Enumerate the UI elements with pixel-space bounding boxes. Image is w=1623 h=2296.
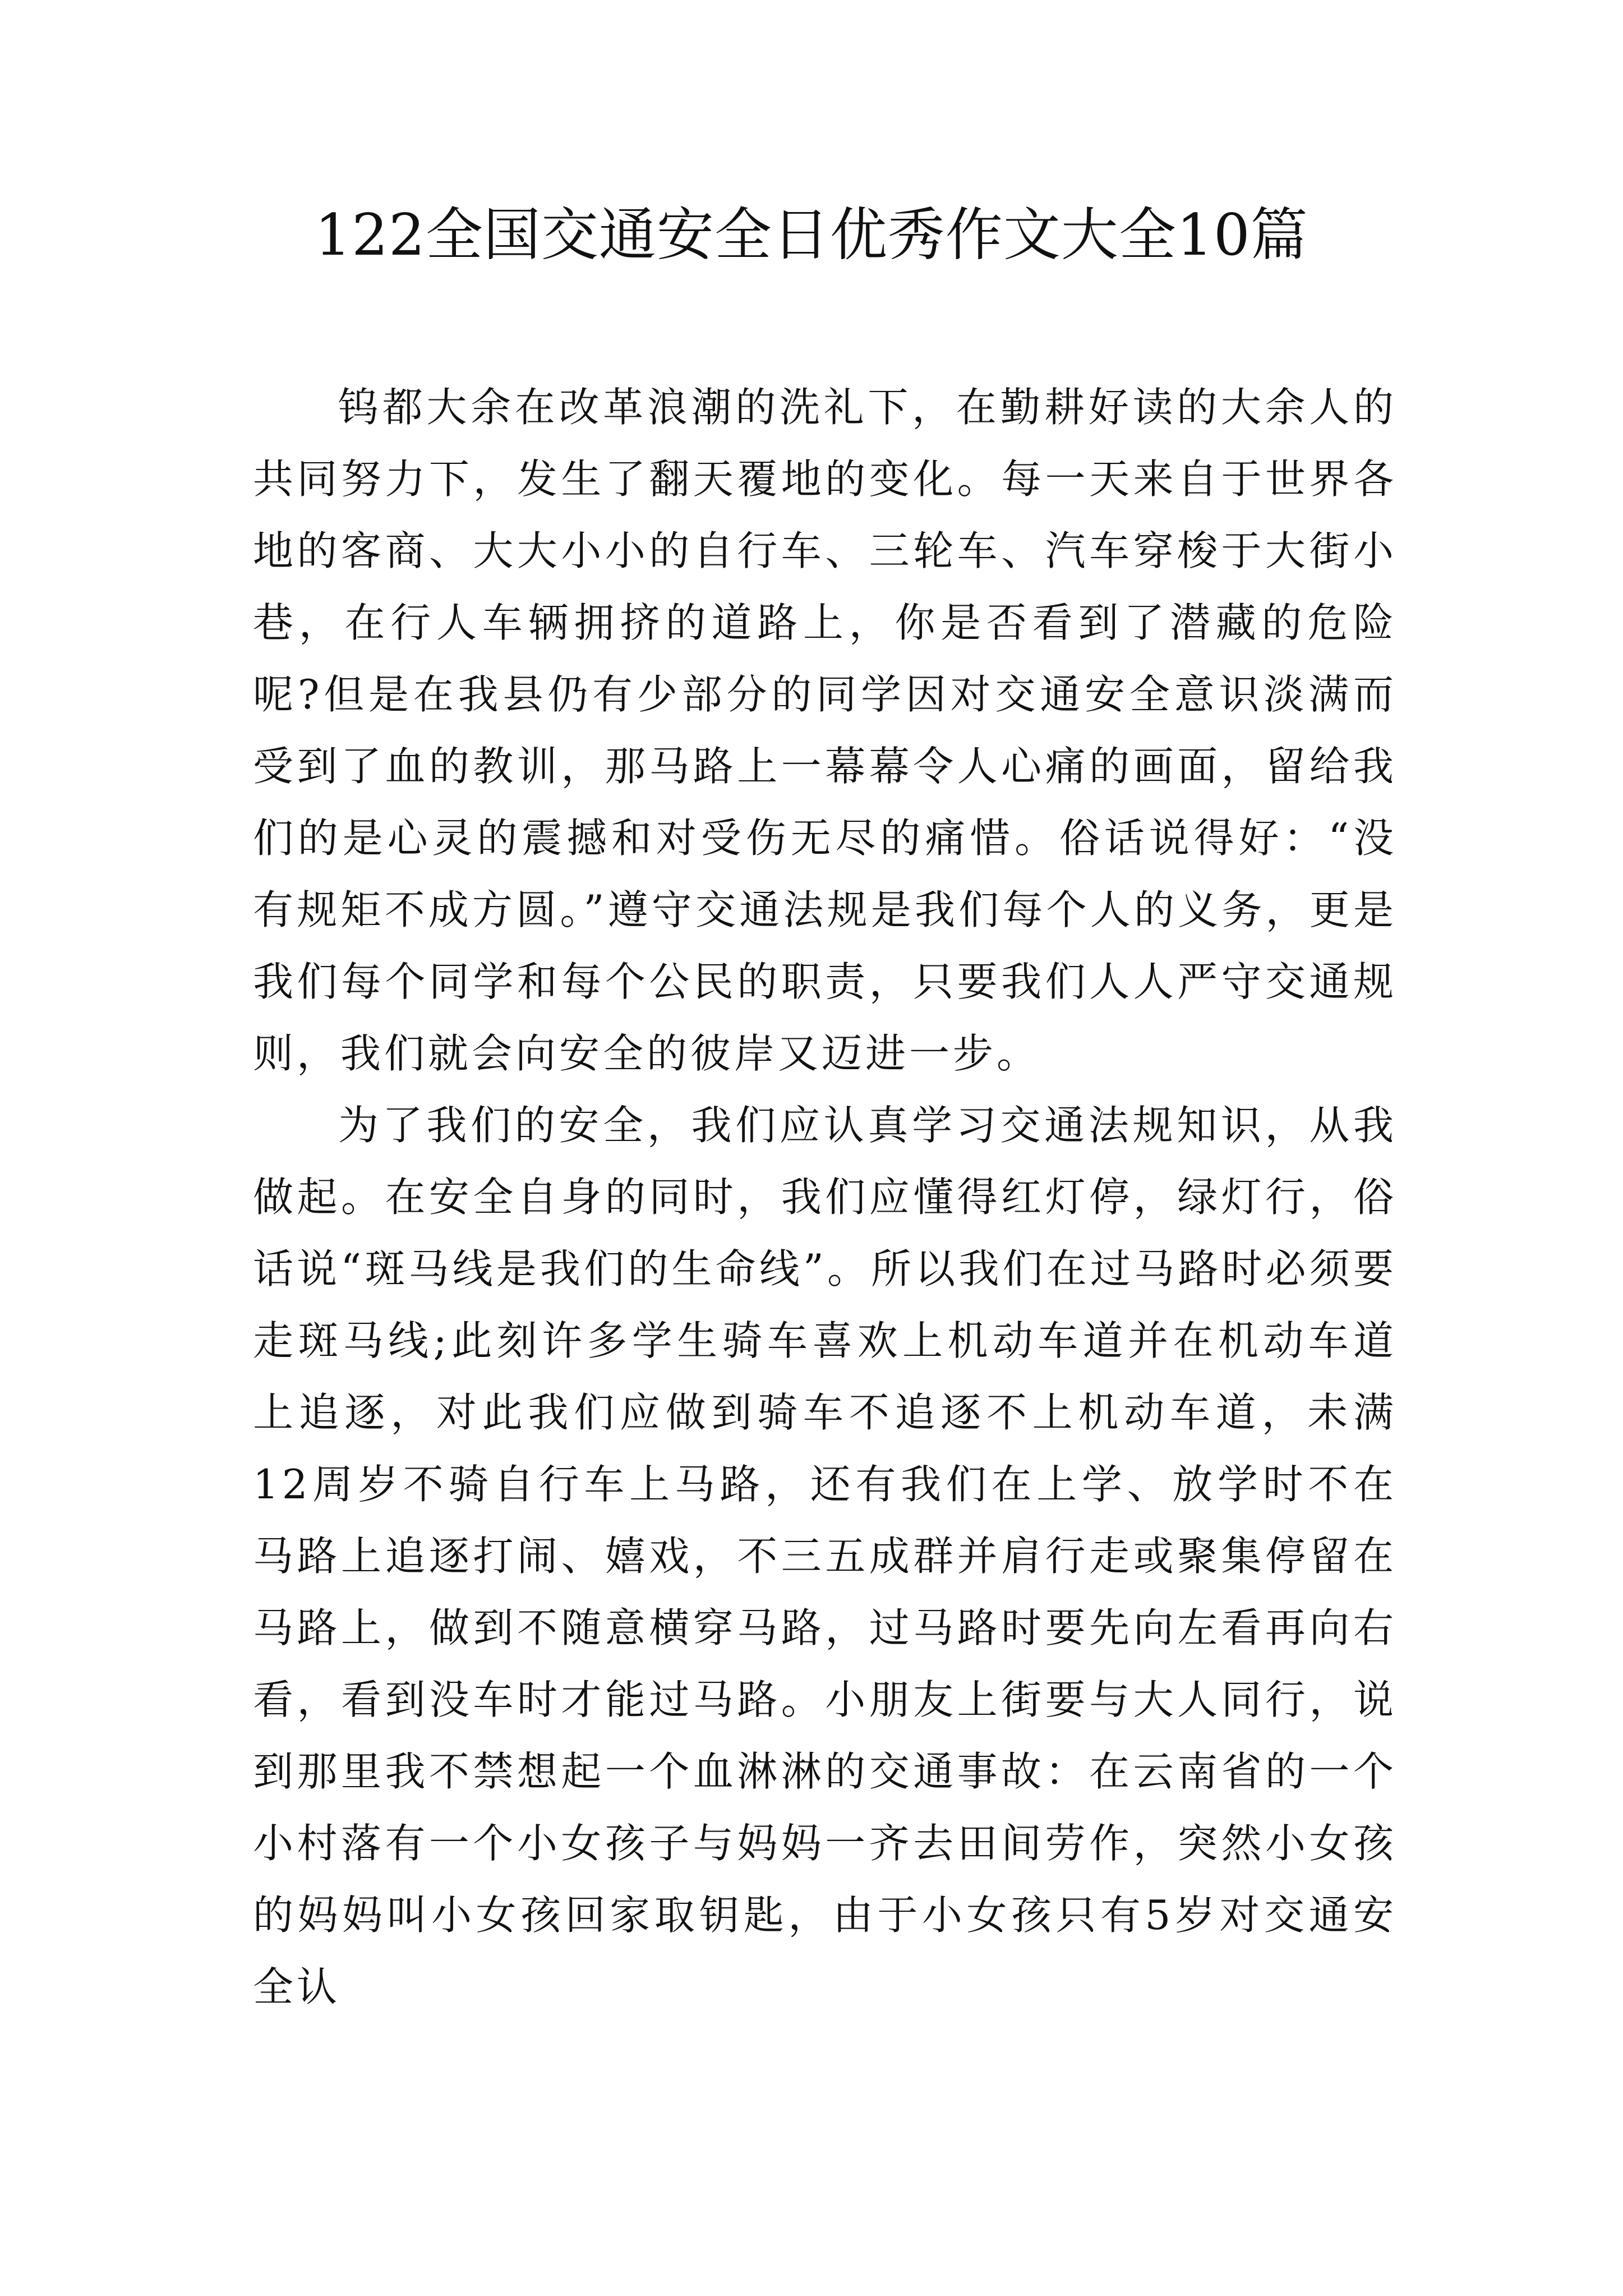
paragraph-1: 钨都大余在改革浪潮的洗礼下，在勤耕好读的大余人的共同努力下，发生了翻天覆地的变化。每一天来自于世界各地的客商、大大小小的自行车、三轮车、汽车穿梭于大街小巷，在行人车辆拥挤的道路上，你是否看到了潜藏的危险呢?但是在我县仍有少部分的同学因对交通安全意识淡满而受到了血的教训，那马路上一幕幕令人心痛的画面，留给我们的是心灵的震撼和对受伤无尽的痛惜。俗话说得好：“没有规矩不成方圆。”遵守交通法规是我们每个人的义务，更是我们每个同学和每个公民的职责，只要我们人人严守交通规则，我们就会向安全的彼岸又迈进一步。 <box>253 384 1397 1077</box>
document-title: 122全国交通安全日优秀作文大全10篇 <box>315 202 1308 269</box>
paragraph-2: 为了我们的安全，我们应认真学习交通法规知识，从我做起。在安全自身的同时，我们应懂得红灯停，绿灯行，俗话说“斑马线是我们的生命线”。所以我们在过马路时必须要走斑马线;此刻许多学生骑车喜欢上机动车道并在机动车道上追逐，对此我们应做到骑车不追逐不上机动车道，未满12周岁不骑自行车上马路，还有我们在上学、放学时不在马路上追逐打闹、嬉戏，不三五成群并肩行走或聚集停留在马路上，做到不随意横穿马路，过马路时要先向左看再向右看，看到没车时才能过马路。小朋友上街要与大人同行，说到那里我不禁想起一个血淋淋的交通事故：在云南省的一个小村落有一个小女孩子与妈妈一齐去田间劳作，突然小女孩的妈妈叫小女孩回家取钥匙，由于小女孩只有5岁对交通安全认 <box>253 1102 1397 2010</box>
document-body <box>253 371 1397 2023</box>
